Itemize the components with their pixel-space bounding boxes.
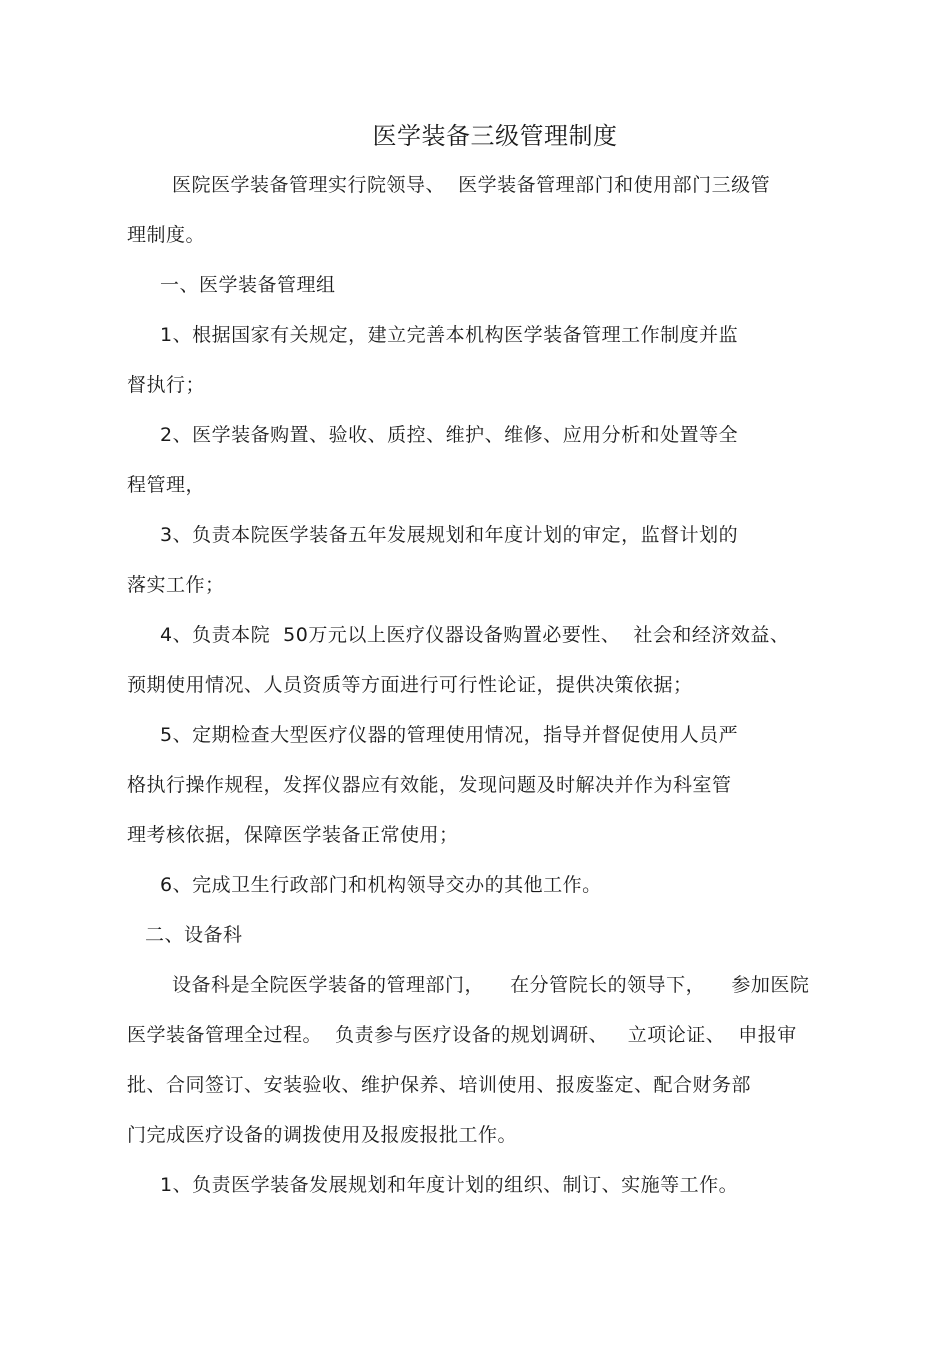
paragraph-line: 落实工作； — [127, 574, 225, 596]
list-item: 6、完成卫生行政部门和机构领导交办的其他工作。 — [160, 874, 602, 896]
paragraph-line: 程管理， — [127, 474, 206, 496]
paragraph-line: 设备科是全院医学装备的管理部门， 在分管院长的领导下， 参加医院 — [172, 974, 810, 996]
paragraph-line: 格执行操作规程，发挥仪器应有效能，发现问题及时解决并作为科室管 — [127, 774, 732, 796]
list-item: 3、负责本院医学装备五年发展规划和年度计划的审定，监督计划的 — [160, 524, 739, 546]
paragraph-line: 医院医学装备管理实行院领导、 医学装备管理部门和使用部门三级管 — [172, 174, 771, 196]
paragraph-line: 门完成医疗设备的调拨使用及报废报批工作。 — [127, 1124, 518, 1146]
paragraph-line: 医学装备管理全过程。 负责参与医疗设备的规划调研、 立项论证、 申报审 — [127, 1024, 797, 1046]
list-item: 5、定期检查大型医疗仪器的管理使用情况，指导并督促使用人员严 — [160, 724, 739, 746]
list-item: 1、根据国家有关规定，建立完善本机构医学装备管理工作制度并监 — [160, 324, 739, 346]
section-heading: 一、医学装备管理组 — [160, 274, 336, 296]
paragraph-line: 预期使用情况、人员资质等方面进行可行性论证，提供决策依据； — [127, 674, 693, 696]
list-item: 2、医学装备购置、验收、质控、维护、维修、应用分析和处置等全 — [160, 424, 739, 446]
paragraph-line: 批、合同签订、安装验收、维护保养、培训使用、报废鉴定、配合财务部 — [127, 1074, 752, 1096]
section-heading: 二、设备科 — [145, 924, 243, 946]
paragraph-line: 督执行； — [127, 374, 206, 396]
paragraph-line: 理制度。 — [127, 224, 206, 246]
list-item: 1、负责医学装备发展规划和年度计划的组织、制订、实施等工作。 — [160, 1174, 739, 1196]
document-title: 医学装备三级管理制度 — [372, 122, 618, 150]
paragraph-line: 理考核依据，保障医学装备正常使用； — [127, 824, 459, 846]
list-item: 4、负责本院 50万元以上医疗仪器设备购置必要性、 社会和经济效益、 — [160, 624, 790, 646]
